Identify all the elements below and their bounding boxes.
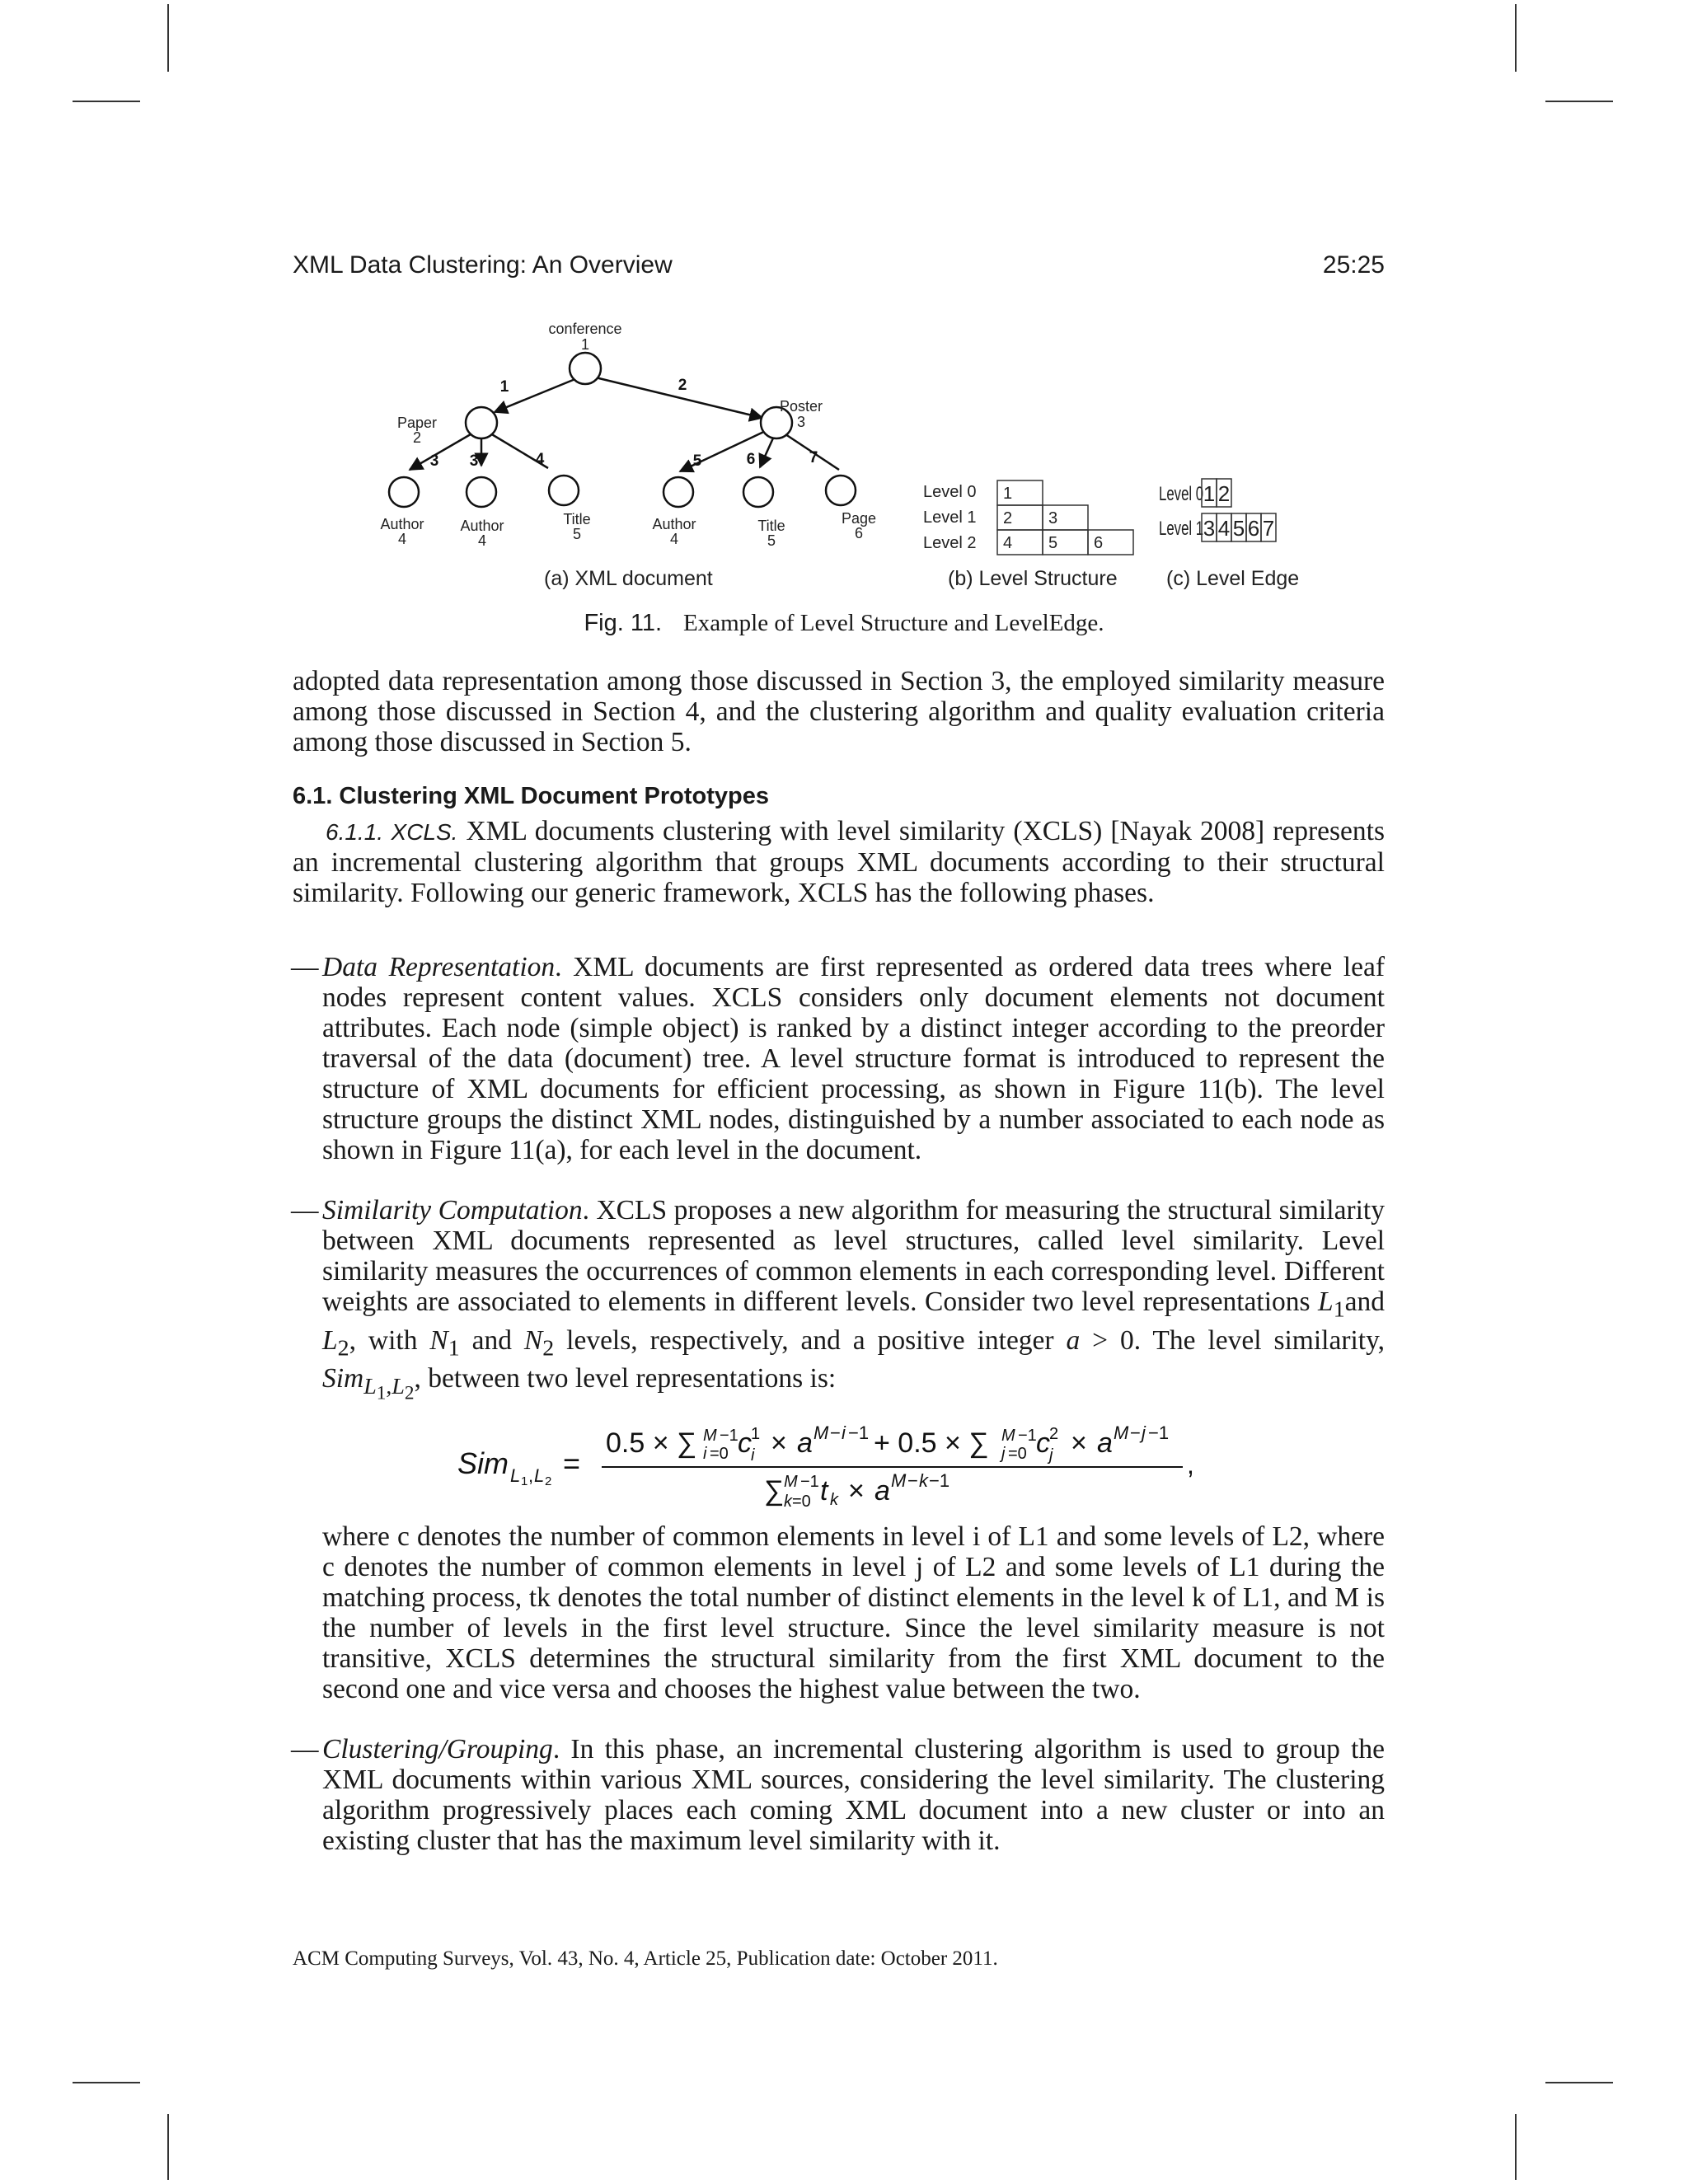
- svg-text:+ 0.5 × ∑: + 0.5 × ∑: [874, 1427, 989, 1459]
- level-cell: 5: [1232, 516, 1245, 541]
- level-row-label: Level 1: [1159, 518, 1204, 540]
- running-head: [293, 251, 1385, 279]
- item-text: , between two level representations is:: [414, 1363, 837, 1394]
- edge-number: 3: [469, 452, 479, 470]
- edge-number: 6: [746, 451, 756, 468]
- figure-caption-label: Fig. 11.: [584, 610, 663, 636]
- svg-text:=0: =0: [792, 1493, 811, 1511]
- svg-text:a: a: [874, 1475, 890, 1507]
- level-cell: 6: [1247, 516, 1260, 541]
- svg-text:−: −: [1130, 1422, 1141, 1443]
- svg-text:k: k: [830, 1491, 838, 1509]
- edge-number: 7: [809, 449, 818, 466]
- item-data-representation: — Data Representation. XML documents are first represented as ordered data trees where leaf nodes represent content values. XCLS considers only document elements not document attributes. Each node (simple object) is ranked by a distinct integer according to the preorder traversal of the data (document) tree. A level structure format is introduced to represent the structure of XML documents for efficient processing, as shown in Figure 11(b). The level structure groups the distinct XML nodes, distinguished by a number associated to each node as shown in Figure 11(a), for each level in the document.: [291, 952, 1385, 1165]
- item-text: levels, respectively, and a positive integer: [566, 1324, 1054, 1356]
- tree-node-number: 5: [572, 526, 582, 542]
- tree-node-number: 6: [854, 525, 864, 541]
- svg-text:M: M: [891, 1470, 907, 1491]
- svg-text:2: 2: [545, 1474, 552, 1488]
- svg-text:×: ×: [1071, 1427, 1087, 1459]
- crop-mark: [167, 4, 169, 72]
- svg-text:L: L: [510, 1465, 521, 1486]
- level-cell: 3: [1048, 509, 1058, 527]
- crop-mark: [1515, 2114, 1517, 2180]
- item-text: , with: [349, 1324, 418, 1356]
- svg-text:−1: −1: [848, 1422, 870, 1443]
- where-paragraph-block: [293, 1521, 1385, 1704]
- item-text: . XML documents are first represented as ordered data trees where leaf nodes represent content values. XCLS considers only document elements not document attributes. Each node (simple object) is ranked by a distinct integer according to the preorder traversal of the data (document) tree. A level structure format is introduced to represent the structure of XML documents for efficient processing, as shown in Figure 11(b). The level structure groups the distinct XML nodes, distinguished by a number associated to each node as shown in Figure 11(a), for each level in the document.: [322, 952, 1385, 1165]
- level-cell: 2: [1003, 509, 1013, 527]
- svg-text:×: ×: [771, 1427, 787, 1459]
- svg-text:c: c: [738, 1427, 752, 1459]
- tree-node-label: conference: [548, 321, 622, 337]
- svg-text:k: k: [919, 1470, 928, 1491]
- tree-node-label: Page: [841, 510, 877, 527]
- level-row-label: Level 0: [1159, 483, 1204, 505]
- svg-text:i: i: [751, 1446, 755, 1465]
- svg-text:−: −: [830, 1422, 841, 1443]
- tree-node-label: Title: [563, 511, 591, 527]
- level-row-label: Level 0: [923, 483, 977, 501]
- item-title: Data Representation: [322, 952, 556, 982]
- tree-node-number: 4: [397, 531, 407, 547]
- svg-text:j: j: [1142, 1422, 1146, 1443]
- section-heading-block: [293, 781, 1385, 812]
- level-structure: [923, 480, 1133, 555]
- item-text: and: [471, 1324, 512, 1356]
- page-footer: ACM Computing Surveys, Vol. 43, No. 4, Article 25, Publication date: October 2011.: [293, 1947, 998, 1970]
- crop-mark: [73, 2082, 140, 2083]
- level-row-label: Level 1: [923, 509, 977, 527]
- level-cell: 1: [1003, 485, 1013, 503]
- level-cell: 4: [1003, 534, 1013, 552]
- item-text: . In this phase, an incremental clustering algorithm is used to group the XML documents within various XML sources, considering the level similarity. The clustering algorithm progressively places each coming XML document into a new cluster or into an existing cluster that has the maximum level similarity with it.: [322, 1734, 1385, 1856]
- svg-text:−1: −1: [800, 1473, 819, 1491]
- svg-text:k: k: [784, 1493, 792, 1511]
- tree-node-label: Author: [380, 516, 424, 532]
- svg-text:,: ,: [528, 1465, 534, 1486]
- subcaption-c: (c) Level Edge: [1166, 567, 1300, 590]
- tree-node-label: Paper: [396, 415, 438, 431]
- item-text: and: [1344, 1286, 1386, 1317]
- figure-caption-text: Example of Level Structure and LevelEdge.: [683, 610, 1104, 636]
- level-cell: 2: [1217, 481, 1231, 506]
- tree-node-number: 5: [767, 532, 776, 549]
- crop-mark: [1545, 101, 1613, 102]
- svg-text:−1: −1: [1148, 1422, 1170, 1443]
- level-edge: [1159, 479, 1276, 541]
- tree-node-number: 4: [477, 532, 487, 549]
- svg-text:M: M: [1001, 1427, 1015, 1445]
- svg-text:Sim: Sim: [457, 1446, 509, 1480]
- svg-text:M: M: [784, 1473, 798, 1491]
- crop-mark: [1545, 2082, 1613, 2083]
- node-title-b: [743, 477, 773, 507]
- edge-number: 2: [678, 377, 687, 394]
- subcaption-a: (a) XML document: [544, 567, 713, 590]
- svg-text:=: =: [563, 1446, 581, 1480]
- level-cell: 6: [1094, 534, 1104, 552]
- svg-text:−1: −1: [929, 1470, 950, 1491]
- svg-text:t: t: [820, 1475, 828, 1507]
- svg-text:0.5 × ∑: 0.5 × ∑: [606, 1427, 697, 1459]
- node-author-b: [467, 477, 496, 507]
- figure-11: [363, 317, 1352, 598]
- level-similarity-formula: [457, 1409, 1364, 1516]
- svg-text:a: a: [797, 1427, 813, 1459]
- svg-text:j: j: [1001, 1445, 1006, 1463]
- svg-text:−1: −1: [1018, 1427, 1037, 1445]
- node-page: [826, 476, 856, 505]
- intro-paragraph: adopted data representation among those discussed in Section 3, the employed similarity measure among those discussed in Section 4, and the clustering algorithm and quality evaluation criteria among those discussed in Section 5.: [293, 666, 1385, 757]
- section-heading: 6.1. Clustering XML Document Prototypes: [293, 783, 769, 809]
- tree-node-label: Title: [757, 518, 785, 534]
- svg-text:M: M: [814, 1422, 829, 1443]
- svg-text:i: i: [703, 1445, 707, 1463]
- edge-number: 1: [499, 378, 509, 396]
- subcaption-b: (b) Level Structure: [948, 567, 1118, 590]
- item-title: Clustering/Grouping: [322, 1734, 553, 1765]
- level-cell: 5: [1048, 534, 1058, 552]
- svg-text:=0: =0: [1008, 1445, 1027, 1463]
- item-clustering-grouping: — Clustering/Grouping. In this phase, an incremental clustering algorithm is used to group the XML documents within various XML sources, considering the level similarity. The clustering algorithm progressively places each coming XML document into a new cluster or into an existing cluster that has the maximum level similarity with it.: [291, 1734, 1385, 1856]
- level-row-label: Level 2: [923, 534, 977, 552]
- svg-text:,: ,: [1187, 1450, 1194, 1479]
- tree-node-label: Author: [652, 516, 696, 532]
- crop-mark: [167, 2114, 169, 2180]
- tree-node-label: Author: [460, 518, 504, 534]
- subsection-block: [293, 816, 1385, 908]
- item-text: . The level similarity,: [1133, 1324, 1386, 1356]
- level-cell: 1: [1203, 481, 1216, 506]
- subsection-label: 6.1.1. XCLS.: [326, 819, 458, 845]
- edge-number: 3: [429, 452, 439, 470]
- svg-text:j: j: [1049, 1446, 1053, 1465]
- svg-text:M: M: [1114, 1422, 1129, 1443]
- svg-text:M: M: [703, 1427, 717, 1445]
- edge-number: 4: [535, 451, 545, 468]
- svg-text:L: L: [534, 1465, 545, 1486]
- level-cell: 7: [1262, 516, 1275, 541]
- node-conference: [570, 353, 601, 384]
- subsection-text: XML documents clustering with level similarity (XCLS) [Nayak 2008] represents an incremental clustering algorithm that groups XML documents according to their structural similarity. Following our generic framework, XCLS has the following phases.: [293, 816, 1386, 908]
- tree-node-number: 2: [412, 429, 422, 446]
- running-title: XML Data Clustering: An Overview: [293, 251, 673, 279]
- item-similarity-computation: — Similarity Computation. XCLS proposes a new algorithm for measuring the structural similarity between XML documents represented as level structures, called level similarity. Level similarity measures the occurrences of common elements in each corresponding level. Different weights are associated to elements in different levels. Consider two level representations $L_1and$ $L_2$, with $N_1$ and $N_2$ levels, respectively, and a positive integer a > 0. The level similarity, Sim$_{L_1,L_2}$, between two level representations is:: [291, 1195, 1386, 1404]
- svg-text:∑: ∑: [764, 1475, 785, 1507]
- item-text: . XCLS proposes a new algorithm for measuring the structural similarity between XML documents represented as level structures, called level similarity. Level similarity measures the occurrences of common elements in each corresponding level. Different weights are associated to elements in different levels. Consider two level representations: [322, 1195, 1385, 1317]
- level-cell: 3: [1203, 516, 1216, 541]
- intro-paragraph-block: [293, 666, 1385, 757]
- crop-mark: [73, 101, 140, 102]
- figure-caption: [0, 610, 1688, 637]
- svg-text:a: a: [1097, 1427, 1113, 1459]
- edge-number: 5: [692, 452, 702, 470]
- node-title-a: [549, 476, 579, 505]
- crop-mark: [1515, 4, 1517, 72]
- node-paper: [466, 407, 497, 438]
- tree-node-number: 1: [580, 336, 590, 353]
- svg-text:−: −: [907, 1470, 918, 1491]
- tree-node-label: Poster: [779, 398, 823, 415]
- svg-text:2: 2: [1049, 1425, 1059, 1443]
- svg-text:×: ×: [848, 1475, 865, 1507]
- svg-text:−1: −1: [720, 1427, 738, 1445]
- tree-node-number: 4: [669, 531, 679, 547]
- svg-text:=0: =0: [710, 1445, 729, 1463]
- svg-text:c: c: [1036, 1427, 1050, 1459]
- svg-text:1: 1: [751, 1425, 761, 1443]
- level-cell: 4: [1217, 516, 1231, 541]
- page-number: 25:25: [1322, 251, 1385, 279]
- svg-text:i: i: [842, 1422, 846, 1443]
- where-paragraph: where c denotes the number of common elements in level i of L1 and some levels of L2, where c denotes the number of common elements in level j of L2 and some levels of L1 during the matching process, tk denotes the total number of distinct elements in the level k of L1, and M is the number of levels in the first level structure. Since the level similarity measure is not transitive, XCLS determines the structural similarity from the first XML document to the second one and vice versa and chooses the highest value between the two.: [322, 1521, 1385, 1704]
- node-author-a: [389, 477, 419, 507]
- svg-text:1: 1: [521, 1474, 528, 1488]
- node-author-c: [663, 477, 693, 507]
- item-title: Similarity Computation: [322, 1195, 583, 1226]
- tree-node-number: 3: [796, 414, 806, 430]
